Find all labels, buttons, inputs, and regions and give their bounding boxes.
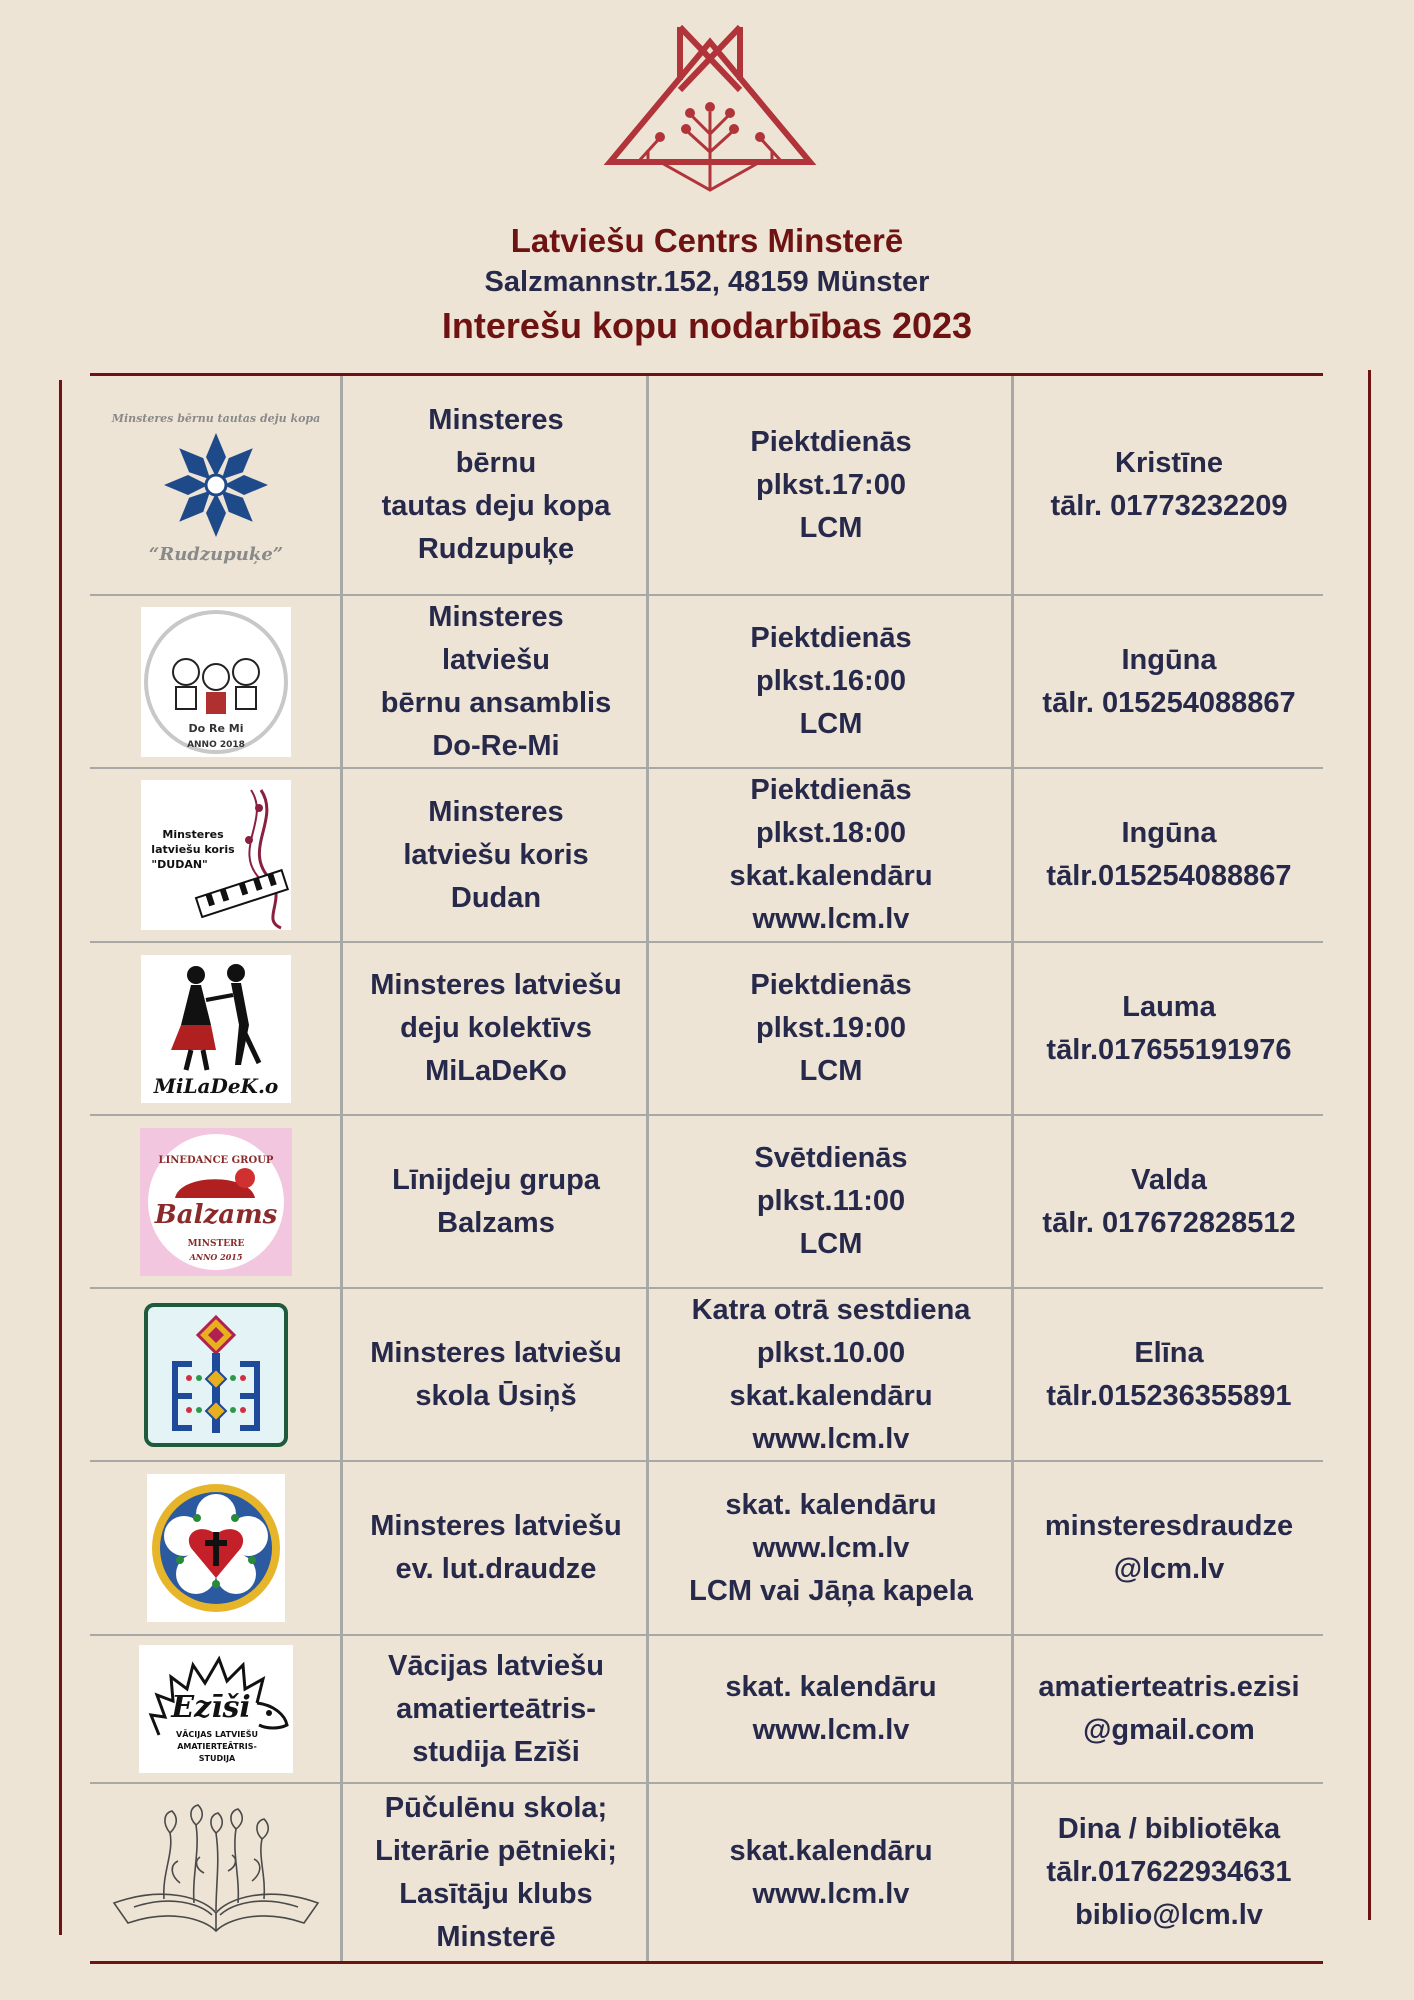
page-subtitle: Interešu kopu nodarbības 2023 [441, 305, 973, 346]
logo-text: MiLaDeK.o [153, 1073, 279, 1098]
group-name: Minsteres latviešu deju kolektīvs MiLaDeKo [370, 969, 622, 1087]
group-name: Minsteres latviešu skola Ūsiņš [370, 1336, 622, 1412]
table-row [90, 943, 1323, 1114]
dancers-silhouette-logo-icon [141, 955, 291, 1103]
table-row [90, 1636, 1323, 1782]
logo-cell [90, 1462, 342, 1634]
contact: Ingūna tālr.015254088867 [1046, 817, 1292, 892]
schedule: Piektdienās plkst.17:00 LCM [750, 425, 912, 544]
table-row [90, 1462, 1323, 1634]
open-book-flowers-icon [104, 1803, 328, 1943]
logo-cell [90, 376, 342, 594]
house-tree-emblem-icon [600, 22, 820, 197]
table-row [90, 1116, 1323, 1287]
group-name: Minsteres latviešu koris Dudan [403, 795, 589, 914]
do-re-mi-children-logo-icon [141, 607, 291, 757]
contact: Kristīne tālr. 01773232209 [1050, 447, 1288, 522]
svg-text:ANNO 2015: ANNO 2015 [189, 1251, 243, 1262]
table-row [90, 376, 1323, 594]
logo-text: Minsteres bērnu tautas deju kopa [111, 412, 321, 425]
logo-caption: Balzams [154, 1199, 278, 1230]
schedule: skat. kalendāru www.lcm.lv LCM vai Jāņa kapela [689, 1488, 973, 1607]
hedgehog-theatre-logo-icon [139, 1645, 293, 1773]
logo-text: LINEDANCE GROUP [158, 1154, 274, 1166]
group-name: Minsteres bērnu tautas deju kopa Rudzupuķe [381, 404, 611, 565]
table-row [90, 769, 1323, 941]
group-name: Pūčulēnu skola; Literārie pētnieki; Lasītāju klubs Minsterē [375, 1791, 617, 1953]
logo-cell [90, 943, 342, 1114]
schedule: skat. kalendāru www.lcm.lv [725, 1671, 937, 1746]
luther-rose-logo-icon [147, 1474, 285, 1622]
frame-right-line [1368, 370, 1371, 1920]
logo-cell [90, 1784, 342, 1961]
group-name: Minsteres latviešu bērnu ansamblis Do-Re-Mi [380, 600, 612, 762]
contact: amatierteatris.ezisi @gmail.com [1038, 1671, 1300, 1746]
logo-cell [90, 1289, 342, 1460]
contact: Dina / bibliotēka tālr.017622934631 biblio@lcm.lv [1046, 1813, 1292, 1931]
schedule: skat.kalendāru www.lcm.lv [729, 1834, 933, 1910]
logo-caption: “Rudzupuķe” [148, 544, 284, 565]
logo-text: Do Re Mi [188, 721, 244, 735]
address: Salzmannstr.152, 48159 Münster [484, 266, 930, 298]
schedule: Piektdienās plkst.16:00 LCM [750, 622, 912, 740]
contact: Elīna tālr.015236355891 [1046, 1336, 1292, 1412]
snowflake-ornament-logo-icon [111, 400, 321, 570]
contact: Valda tālr. 017672828512 [1042, 1163, 1296, 1239]
linedance-hat-logo-icon [140, 1128, 292, 1276]
contact: Ingūna tālr. 015254088867 [1042, 643, 1296, 719]
schedule: Katra otrā sestdiena plkst.10.00 skat.kalendāru www.lcm.lv [691, 1293, 971, 1455]
contact: Lauma tālr.017655191976 [1046, 990, 1292, 1066]
choir-music-notes-logo-icon [141, 780, 291, 930]
logo-text: Ezīši [171, 1690, 251, 1725]
schedule: Piektdienās plkst.18:00 skat.kalendāru www.lcm.lv [729, 774, 933, 935]
group-name: Līnijdeju grupa Balzams [392, 1163, 600, 1239]
svg-text:MINSTERE: MINSTERE [187, 1238, 245, 1249]
org-title: Latviešu Centrs Minsterē [510, 222, 904, 259]
group-name: Vācijas latviešu amatierteātris- studija Ezīši [387, 1649, 605, 1768]
logo-caption: VĀCIJAS LATVIEŠU AMATIERTEĀTRIS-STUDIJA [176, 1730, 258, 1763]
table-row [90, 1784, 1323, 1961]
logo-cell [90, 596, 342, 767]
schedule: Svētdienās plkst.11:00 LCM [754, 1142, 908, 1260]
logo-caption: ANNO 2018 [187, 739, 245, 750]
table-row [90, 1289, 1323, 1460]
logo-cell [90, 769, 342, 941]
table-row [90, 596, 1323, 767]
logo-text: Minsteres latviešu koris "DUDAN" [151, 828, 235, 871]
contact: minsteresdraudze @lcm.lv [1044, 1510, 1294, 1585]
usins-ornament-logo-icon [144, 1303, 288, 1447]
schedule: Piektdienās plkst.19:00 LCM [750, 969, 912, 1087]
frame-left-line [59, 380, 62, 1935]
table-bottom-rule [90, 1961, 1323, 1964]
logo-cell [90, 1116, 342, 1287]
group-name: Minsteres latviešu ev. lut.draudze [370, 1510, 622, 1585]
logo-cell [90, 1636, 342, 1782]
